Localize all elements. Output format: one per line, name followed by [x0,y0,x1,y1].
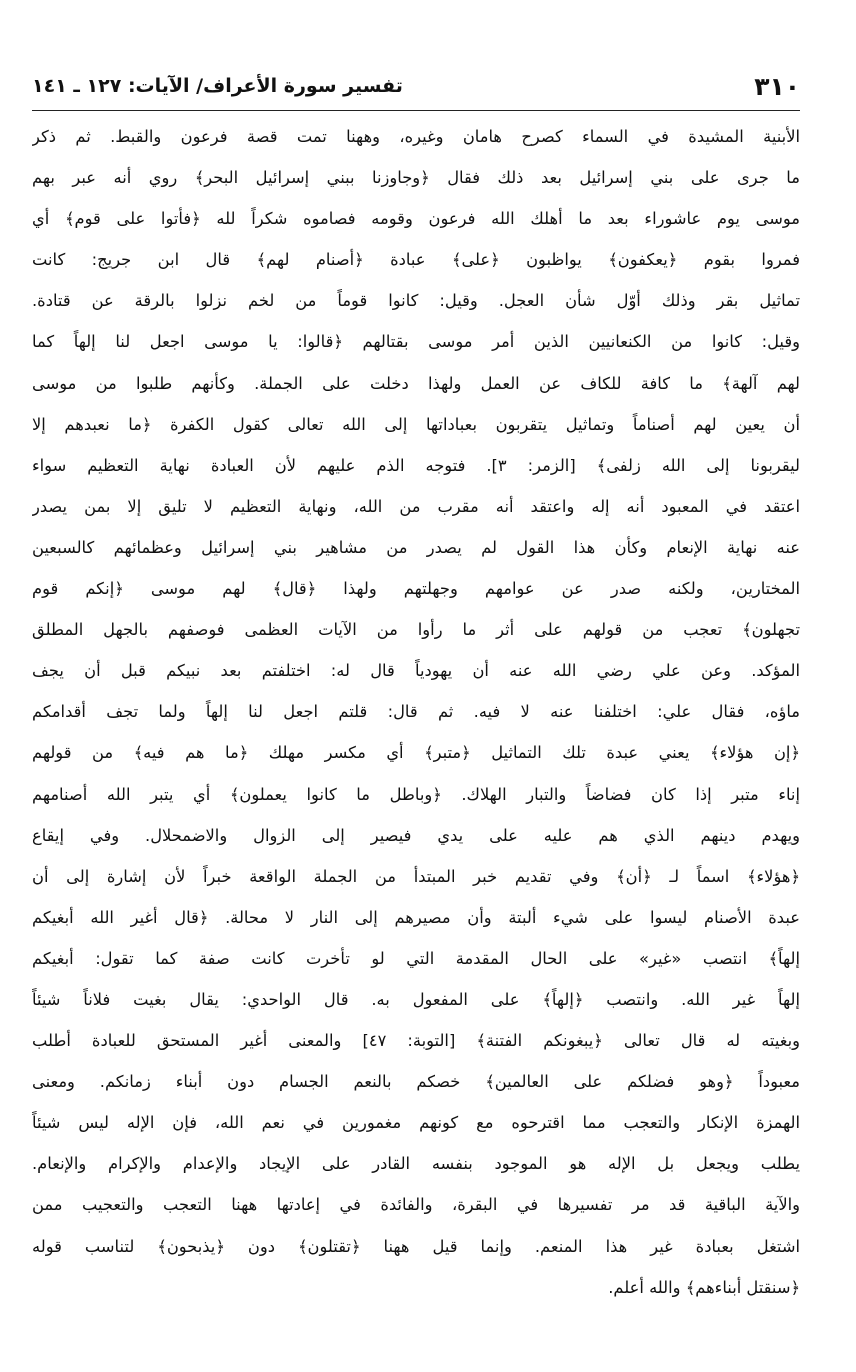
text-line: ﴿إن هؤلاء﴾ يعني عبدة تلك التماثيل ﴿متبر﴾ أي مكسر مهلك ﴿ما هم فيه﴾ من قولهم [32,743,800,763]
text-line: وبغيته له قال تعالى ﴿يبغونكم الفتنة﴾ [التوبة: ٤٧] والمعنى أغير المستحق للعبادة أطلب [32,1031,800,1051]
text-line: موسى يوم عاشوراء بعد ما أهلك الله فرعون وقومه فصاموه شكراً لله ﴿فأتوا على قوم﴾ أي [32,209,800,229]
text-line: تماثيل بقر وذلك أوّل شأن العجل. وقيل: كانوا قوماً من لخم نزلوا بالرقة عن قتادة. [32,291,800,311]
text-line: إلهاً﴾ انتصب «غير» على الحال المقدمة التي لو تأخرت كانت صفة كما تقول: أبغيكم [32,948,800,968]
body-text [32,116,800,1308]
text-line: إلهاً غير الله. وانتصب ﴿إلهاً﴾ على المفعول به. قال الواحدي: يقال بغيت فلاناً شيئاً [32,989,800,1009]
text-line: أن يعين لهم أصناماً وتماثيل يتقربون بعباداتها إلى الله تعالى كقول الكفرة ﴿ما نعبدهم إلا [32,414,800,434]
text-line: اشتغل بعبادة غير هذا المنعم. وإنما قيل ههنا ﴿تقتلون﴾ دون ﴿يذبحون﴾ لتناسب قوله [32,1236,800,1256]
text-line: ما جرى على بني إسرائيل بعد ذلك فقال ﴿وجاوزنا ببني إسرائيل البحر﴾ روي أنه عبر بهم [32,168,800,188]
text-line: وقيل: كانوا من الكنعانيين الذين أمر موسى بقتالهم ﴿قالوا: يا موسى اجعل لنا إلهاً كما [32,332,800,352]
text-line: اعتقد في المعبود أنه إله واعتقد أنه مقرب من الله، ونهاية التعظيم لا تليق إلا بمن يصدر [32,496,800,516]
text-line: ليقربونا إلى الله زلفى﴾ [الزمر: ٣]. فتوجه الذم عليهم لأن العبادة نهاية التعظيم سواء [32,455,800,475]
text-line: الهمزة الإنكار والتعجب مما اقترحوه مع كونهم مغمورين في نعم الله، فإن الإله ليس شيئاً [32,1113,800,1133]
text-line: إناء متبر إذا كان فضاضاً والتبار الهلاك. ﴿وباطل ما كانوا يعملون﴾ أي يتبر الله أصنامهم [32,784,800,804]
text-line: يطلب ويجعل بل الإله هو الموجود بنفسه القادر على الإيجاد والإعدام والإكرام والإنعام. [32,1154,800,1174]
page-header [32,66,800,106]
text-line: المؤكد. وعن علي رضي الله عنه أن يهودياً قال له: اختلفتم بعد نبيكم قبل أن يجف [32,661,800,681]
text-line: فمروا بقوم ﴿يعكفون﴾ يواظبون ﴿على﴾ عبادة ﴿أصنام لهم﴾ قال ابن جريج: كانت [32,250,800,270]
text-line: ﴿سنقتل أبناءهم﴾ والله أعلم. [608,1277,800,1297]
text-line: والآية الباقية قد مر تفسيرها في البقرة، والفائدة في إعادتها ههنا التعجب والتعجيب ممن [32,1195,800,1215]
text-line: الأبنية المشيدة في السماء كصرح هامان وغيره، وههنا تمت قصة فرعون والقبط. ثم ذكر [32,127,800,146]
text-line: عنه نهاية الإنعام وكأن هذا القول لم يصدر من مشاهير بني إسرائيل وعظمائهم كالسبعين [32,537,800,557]
text-line: لهم آلهة﴾ ما كافة للكاف عن العمل ولهذا دخلت على الجملة. وكأنهم طلبوا من موسى [32,373,800,393]
text-line: معبوداً ﴿وهو فضلكم على العالمين﴾ خصكم بالنعم الجسام دون أبناء زمانكم. ومعنى [32,1072,800,1092]
text-line: ﴿هؤلاء﴾ اسماً لـ ﴿أن﴾ وفي تقديم خبر المبتدأ من الجملة الواقعة خبراً لأن إشارة إلى أن [32,866,800,886]
text-line: تجهلون﴾ تعجب من قولهم على أثر ما رأوا من الآيات العظمى فوصفهم بالجهل المطلق [32,620,800,640]
text-line: ماؤه، فقال علي: اختلفنا عنه لا فيه. ثم قال: قلتم اجعل لنا إلهاً ولما تجف أقدامكم [32,702,800,722]
running-title: تفسير سورة الأعراف/ الآيات: ١٢٧ ـ ١٤١ [32,75,403,97]
page-number: ٣١٠ [754,71,800,101]
header-divider [32,110,800,111]
text-line: ويهدم دينهم الذي هم عليه على يدي فيصير إلى الزوال والاضمحلال. وفي إيقاع [32,825,800,845]
text-line: المختارين، ولكنه صدر عن عوامهم وجهلتهم ولهذا ﴿قال﴾ لهم موسى ﴿إنكم قوم [32,579,800,599]
text-line: عبدة الأصنام ليسوا على شيء ألبتة وأن مصيرهم إلى النار لا محالة. ﴿قال أغير الله أبغيكم [32,907,800,927]
